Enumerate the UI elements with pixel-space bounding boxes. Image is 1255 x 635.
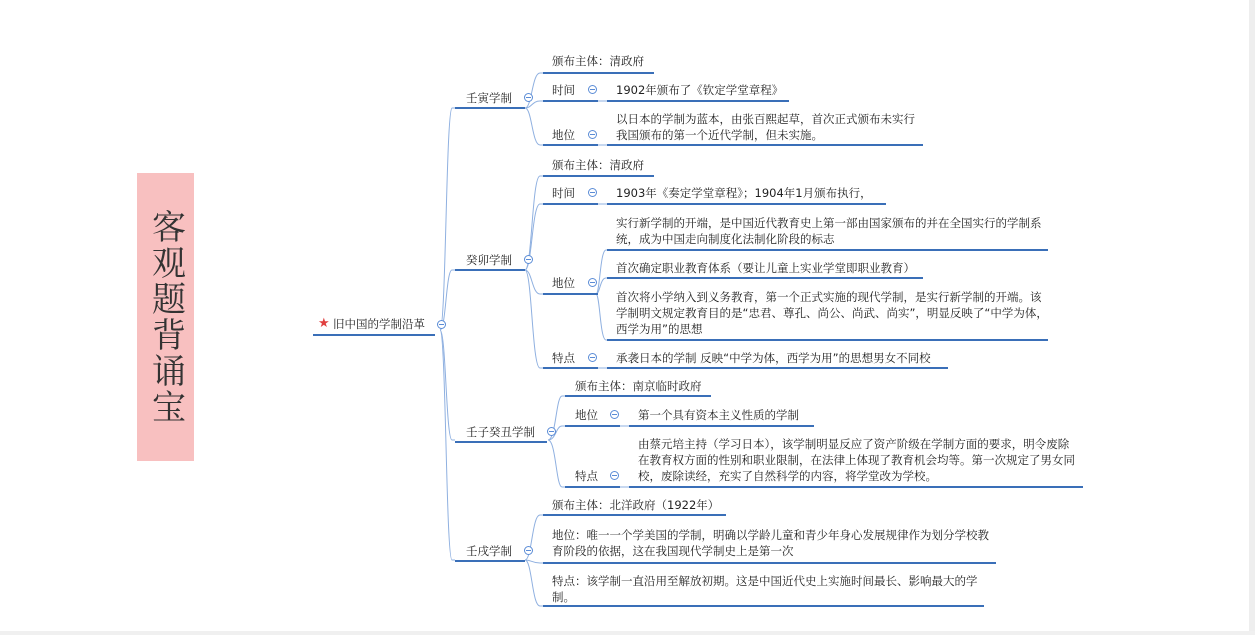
guimao-status-collapse-icon[interactable] bbox=[588, 278, 597, 287]
renyin-issuer: 颁布主体：清政府 bbox=[552, 54, 644, 68]
renyin-status-collapse-icon[interactable] bbox=[588, 130, 597, 139]
guimao-feature-text-underline bbox=[607, 367, 948, 369]
guimao-status-item-2-underline bbox=[607, 277, 923, 279]
guimao-time-label-underline bbox=[543, 203, 598, 205]
scrollbar-track-vertical[interactable] bbox=[1249, 0, 1255, 635]
branch-guimao-label[interactable]: 癸卯学制 bbox=[466, 253, 512, 267]
renyin-time-label[interactable]: 时间 bbox=[552, 83, 575, 97]
renxu-status-underline bbox=[543, 562, 996, 564]
renyin-time-text: 1902年颁布了《钦定学堂章程》 bbox=[616, 83, 784, 97]
guimao-time-text: 1903年《奏定学堂章程》；1904年1月颁布执行， bbox=[616, 186, 872, 200]
branch-renzi-label[interactable]: 壬子癸丑学制 bbox=[466, 425, 535, 439]
renzi-feature-text: 由蔡元培主持（学习日本），该学制明显反应了资产阶级在学制方面的要求，明令废除在教育权方面的性别和职业限制，在法律上体现了教育机会均等。第一次规定了男女同校，废除读经，充实了自然科学的内容，将学堂改为学校。 bbox=[638, 437, 1075, 483]
star-icon: ★ bbox=[318, 316, 330, 331]
renyin-time-collapse-icon[interactable] bbox=[588, 85, 597, 94]
renyin-status-label[interactable]: 地位 bbox=[552, 128, 575, 142]
branch-renxu-label[interactable]: 壬戌学制 bbox=[466, 544, 512, 558]
renyin-status-label-underline bbox=[543, 144, 598, 146]
guimao-status-item-2: 首次确定职业教育体系（要让儿童上实业学堂即职业教育） bbox=[616, 261, 915, 275]
guimao-status-label[interactable]: 地位 bbox=[552, 276, 575, 290]
renzi-status-text-underline bbox=[629, 425, 814, 427]
branch-renyin-underline bbox=[455, 107, 525, 109]
guimao-feature-label-underline bbox=[543, 367, 598, 369]
guimao-time-collapse-icon[interactable] bbox=[588, 188, 597, 197]
guimao-status-label-underline bbox=[543, 293, 598, 295]
renxu-issuer-underline bbox=[543, 514, 726, 516]
renzi-status-label-underline bbox=[565, 425, 620, 427]
branch-renyin-collapse-icon[interactable] bbox=[524, 93, 533, 102]
renxu-feature-underline bbox=[543, 605, 984, 607]
scrollbar-track-horizontal[interactable] bbox=[0, 631, 1255, 635]
guimao-feature-text: 承袭日本的学制 反映“中学为体，西学为用”的思想男女不同校 bbox=[616, 351, 931, 365]
guimao-status-item-3-underline bbox=[607, 339, 1048, 341]
renyin-status-text: 以日本的学制为蓝本，由张百熙起草，首次正式颁布未实行我国颁布的第一个近代学制，但未实施。 bbox=[616, 112, 915, 142]
guimao-status-item-3: 首次将小学纳入到义务教育，第一个正式实施的现代学制，是实行新学制的开端。该学制明文规定教育目的是“忠君、尊孔、尚公、尚武、尚实”，明显反映了“中学为体，西学为用”的思想 bbox=[616, 290, 1048, 336]
branch-renzi-underline bbox=[455, 441, 547, 443]
branch-renyin-label[interactable]: 壬寅学制 bbox=[466, 91, 512, 105]
title-text: 客观题背诵宝 bbox=[145, 209, 186, 425]
guimao-feature-label[interactable]: 特点 bbox=[552, 351, 575, 365]
branch-renzi-collapse-icon[interactable] bbox=[547, 427, 556, 436]
branch-guimao-collapse-icon[interactable] bbox=[524, 255, 533, 264]
branch-renxu-collapse-icon[interactable] bbox=[524, 546, 533, 555]
title-card bbox=[137, 173, 194, 461]
renzi-feature-collapse-icon[interactable] bbox=[610, 471, 619, 480]
renzi-feature-label[interactable]: 特点 bbox=[575, 469, 598, 483]
guimao-feature-collapse-icon[interactable] bbox=[588, 353, 597, 362]
guimao-status-item-1: 实行新学制的开端，是中国近代教育史上第一部由国家颁布的并在全国实行的学制系统，成为中国走向制度化法制化阶段的标志 bbox=[616, 216, 1042, 246]
renxu-issuer: 颁布主体：北洋政府（1922年） bbox=[552, 498, 720, 512]
branch-guimao-underline bbox=[455, 269, 525, 271]
guimao-issuer-underline bbox=[543, 175, 654, 177]
renzi-status-collapse-icon[interactable] bbox=[610, 410, 619, 419]
renyin-time-label-underline bbox=[543, 100, 598, 102]
guimao-status-item-1-underline bbox=[607, 249, 1048, 251]
renzi-issuer-underline bbox=[565, 395, 711, 397]
root-collapse-icon[interactable] bbox=[437, 320, 446, 329]
guimao-time-label[interactable]: 时间 bbox=[552, 186, 575, 200]
renzi-feature-text-underline bbox=[629, 486, 1083, 488]
root-underline bbox=[313, 334, 435, 336]
renzi-feature-label-underline bbox=[565, 486, 620, 488]
renzi-issuer: 颁布主体：南京临时政府 bbox=[575, 379, 702, 393]
branch-renxu-underline bbox=[455, 560, 525, 562]
renzi-status-label[interactable]: 地位 bbox=[575, 408, 598, 422]
renyin-time-text-underline bbox=[607, 100, 789, 102]
renzi-status-text: 第一个具有资本主义性质的学制 bbox=[638, 408, 799, 422]
renxu-feature: 特点：该学制一直沿用至解放初期。这是中国近代史上实施时间最长、影响最大的学制。 bbox=[552, 574, 978, 604]
guimao-issuer: 颁布主体：清政府 bbox=[552, 158, 644, 172]
renxu-status: 地位：唯一一个学美国的学制，明确以学龄儿童和青少年身心发展规律作为划分学校教育阶段的依据，这在我国现代学制史上是第一次 bbox=[552, 528, 989, 558]
root-node-label[interactable]: 旧中国的学制沿革 bbox=[333, 317, 425, 331]
guimao-time-text-underline bbox=[607, 203, 886, 205]
renyin-issuer-underline bbox=[543, 72, 654, 74]
renyin-status-text-underline bbox=[607, 144, 923, 146]
